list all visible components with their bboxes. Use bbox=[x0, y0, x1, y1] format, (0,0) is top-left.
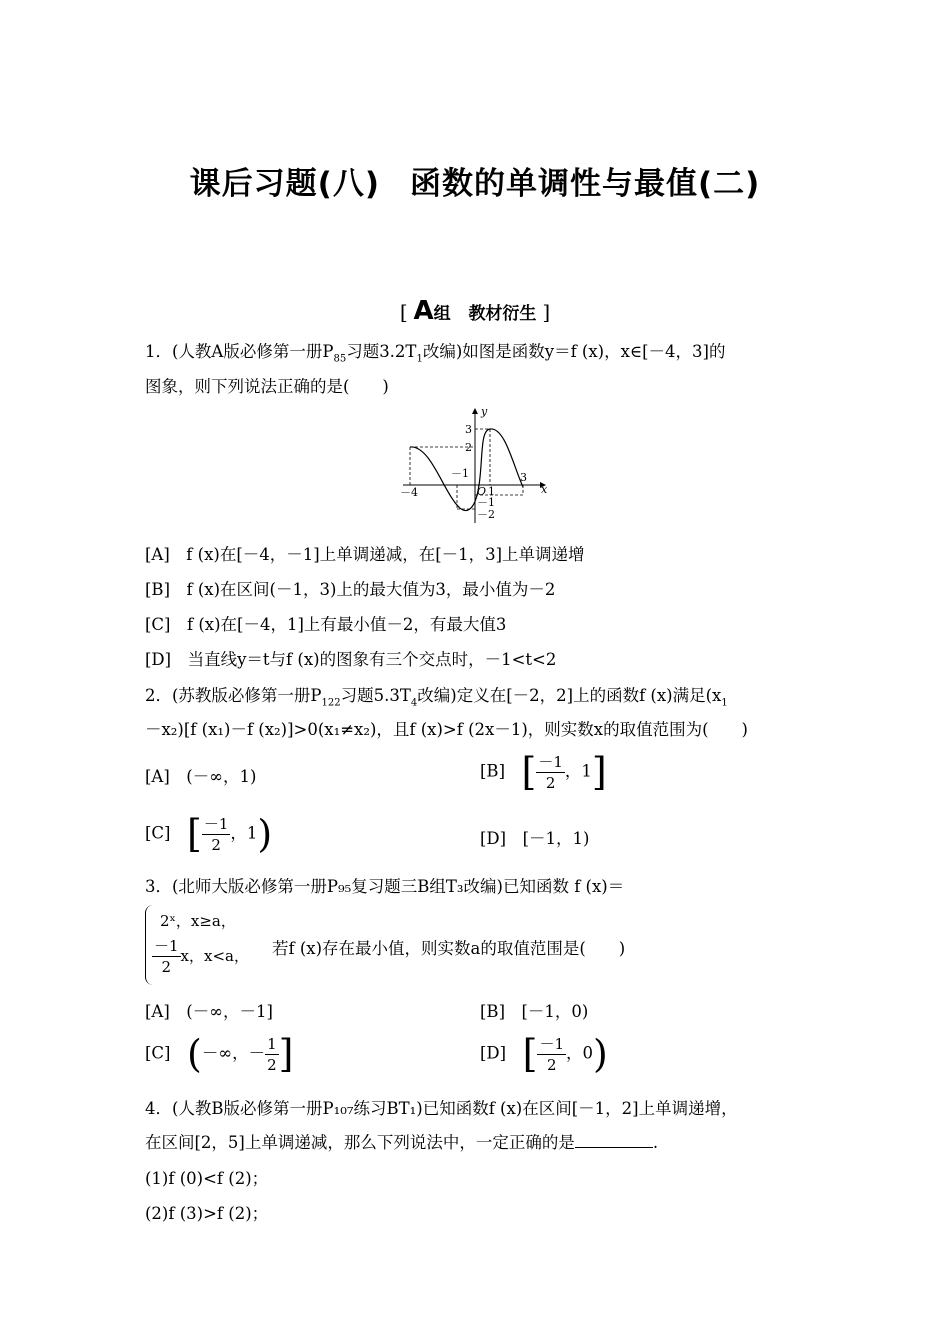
svg-text:－1: －1 bbox=[477, 496, 495, 509]
q2-line2: －x₂)[f (x₁)－f (x₂)]>0(x₁≠x₂)，且f (x)>f (2x－1)，则实数x的取值范围为( ) bbox=[145, 720, 748, 739]
q2-line1: 2．(苏教版必修第一册$P_{122}$习题$5.3T_4$改编)定义在[－2，2]上的函数f (x)满足($x_1$ bbox=[145, 686, 728, 709]
q2-option-b[interactable]: [B] [ $\frac{-1}{2}$ ，1] bbox=[480, 750, 607, 794]
q2-option-c[interactable]: [C] [ $\frac{-1}{2}$ ，1) bbox=[145, 812, 273, 856]
q1-option-b[interactable]: [B] f (x)在区间(－1，3)上的最大值为3，最小值为－2 bbox=[145, 580, 556, 599]
q1-line1: 1．(人教A版必修第一册$P_{85}$习题$3.2T_1$改编)如图是函数y＝f (x)，x∈[－4，3]的 bbox=[145, 342, 726, 365]
q1-option-c[interactable]: [C] f (x)在[－4，1]上有最小值－2，有最大值3 bbox=[145, 615, 507, 634]
q3-tail: 若f (x)存在最小值，则实数a的取值范围是( ) bbox=[272, 939, 626, 958]
q2-option-d[interactable]: [D] [－1，1) bbox=[480, 829, 590, 848]
q1-line2: 图象，则下列说法正确的是( ) bbox=[145, 377, 389, 396]
q4-statement-1: (1)f (0)<f (2)； bbox=[145, 1169, 269, 1188]
answer-blank[interactable] bbox=[575, 1131, 653, 1148]
svg-text:3: 3 bbox=[520, 471, 527, 484]
y-label: y bbox=[481, 405, 488, 418]
q1-option-a[interactable]: [A] f (x)在[－4，－1]上单调递减，在[－1，3]上单调递增 bbox=[145, 545, 585, 564]
q4-line1: 4．(人教B版必修第一册P₁₀₇练习BT₁)已知函数f (x)在区间[－1，2]上单调递增， bbox=[145, 1099, 738, 1118]
function-graph bbox=[395, 405, 555, 525]
svg-text:－4: －4 bbox=[400, 486, 418, 499]
origin-label: O bbox=[477, 485, 487, 498]
q3-case2: $\frac{-1}{2}$ x，x<a， bbox=[154, 937, 249, 976]
svg-text:2: 2 bbox=[465, 441, 472, 454]
q3-option-b[interactable]: [B] [－1，0) bbox=[480, 1002, 589, 1021]
q3-option-a[interactable]: [A] (－∞，－1] bbox=[145, 1002, 273, 1021]
q3-case1: 2ˣ，x≥a， bbox=[160, 912, 236, 930]
svg-text:－1: －1 bbox=[451, 467, 469, 480]
title-part2: 函数的单调性与最值(二) bbox=[410, 166, 761, 202]
page-title bbox=[0, 158, 950, 203]
svg-text:－2: －2 bbox=[477, 508, 495, 521]
q2-option-a[interactable]: [A] (－∞，1) bbox=[145, 767, 257, 786]
q3-line1: 3．(北师大版必修第一册P₉₅复习题三B组T₃改编)已知函数 f (x)＝ bbox=[145, 877, 625, 896]
q4-line2: 在区间[2，5]上单调递减，那么下列说法中，一定正确的是 . bbox=[145, 1133, 659, 1152]
title-part1: 课后习题(八) bbox=[189, 166, 380, 202]
q4-statement-2: (2)f (3)>f (2)； bbox=[145, 1204, 269, 1223]
svg-text:1: 1 bbox=[488, 485, 495, 498]
svg-text:3: 3 bbox=[465, 423, 472, 436]
q3-option-d[interactable]: [D] [ $\frac{-1}{2}$ ，0) bbox=[480, 1032, 608, 1076]
group-heading: [ A组 教材衍生 ] bbox=[399, 296, 551, 326]
x-label: x bbox=[541, 483, 548, 496]
q3-option-c[interactable]: [C] (－∞，－ $\frac{1}{2}$ ] bbox=[145, 1032, 294, 1076]
q1-option-d[interactable]: [D] 当直线y＝t与f (x)的图象有三个交点时，－1<t<2 bbox=[145, 650, 557, 669]
